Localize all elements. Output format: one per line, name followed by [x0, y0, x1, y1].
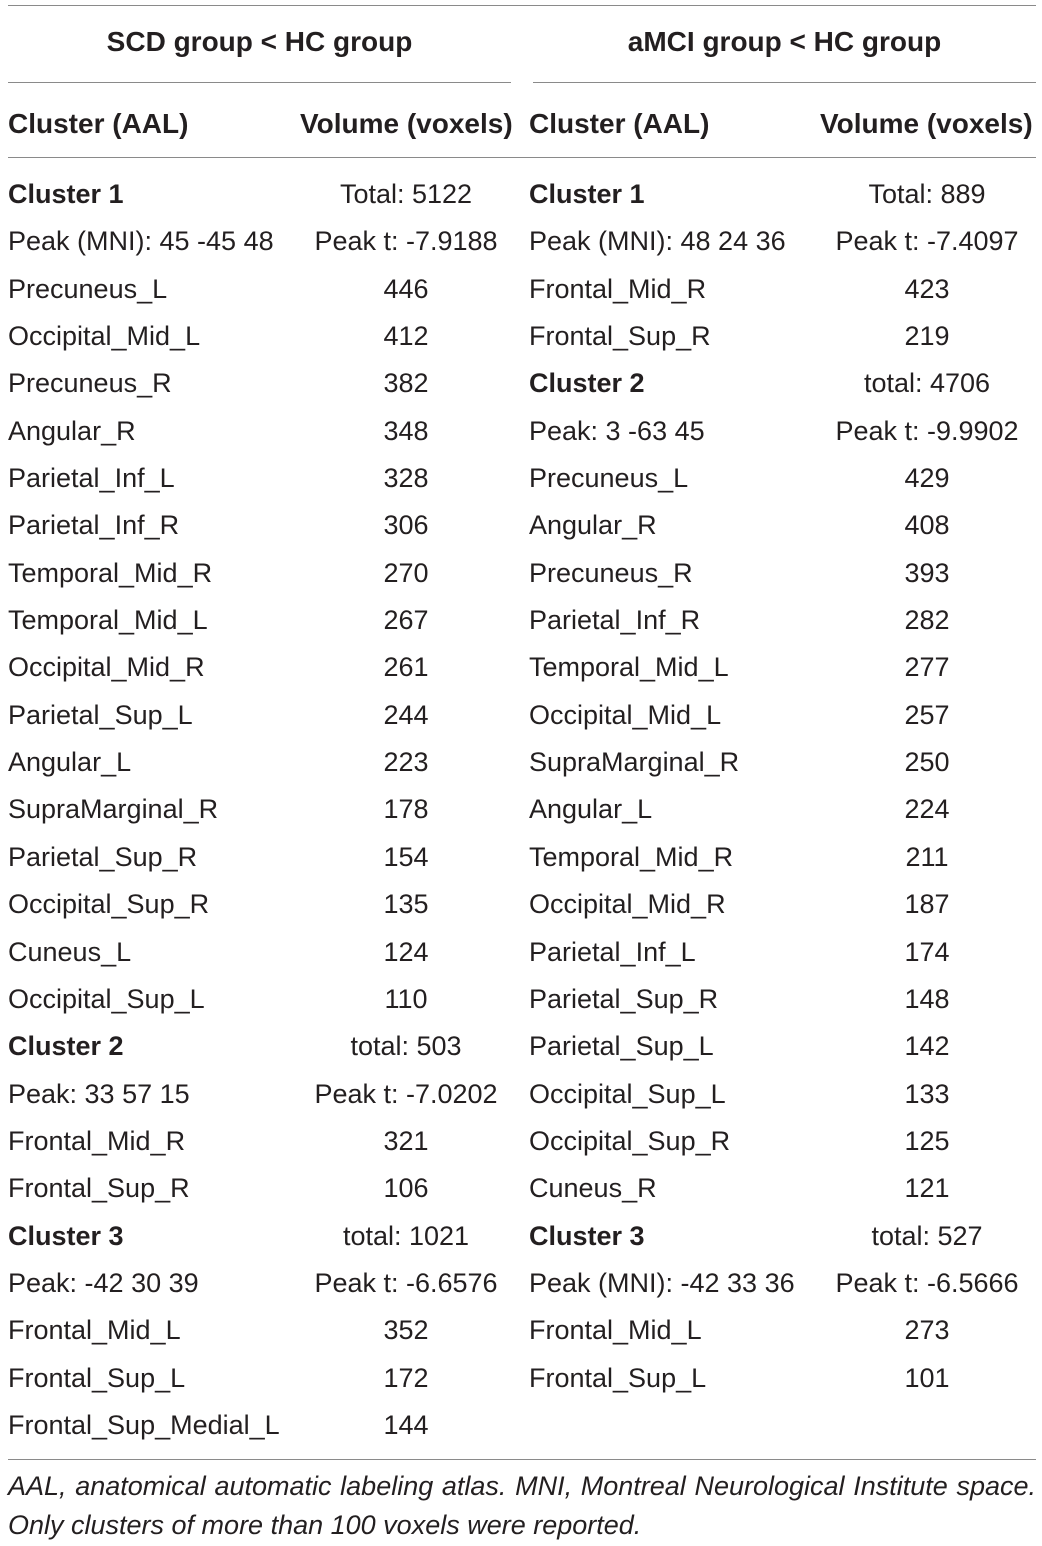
cluster-name-cell: Peak: 33 57 15	[8, 1078, 190, 1109]
table-row	[8, 929, 511, 976]
table-row	[8, 1402, 511, 1449]
table-bottom-rule	[8, 1459, 1036, 1460]
table-top-rule	[8, 5, 1036, 6]
volume-cell: 121	[904, 1173, 950, 1204]
cluster-name-cell: Parietal_Sup_R	[8, 841, 198, 872]
cluster-name-cell: Frontal_Mid_L	[529, 1315, 702, 1346]
cluster-name-cell: Cuneus_R	[529, 1173, 657, 1204]
col-header-volume-scd: Volume (voxels)	[300, 108, 513, 139]
cluster-name-cell: Frontal_Mid_R	[529, 273, 707, 304]
volume-cell: Peak t: -7.0202	[314, 1078, 498, 1109]
peak-row	[529, 408, 1036, 455]
cluster-name-cell: Parietal_Sup_L	[8, 699, 193, 730]
volume-cell: 250	[904, 747, 950, 778]
cluster-name-cell: Peak (MNI): 48 24 36	[529, 226, 786, 257]
peak-row	[8, 1071, 511, 1118]
volume-cell: Peak t: -9.9902	[835, 415, 1019, 446]
volume-cell: 267	[383, 605, 429, 636]
volume-cell: 224	[904, 794, 950, 825]
volume-cell: 124	[383, 936, 429, 967]
cluster-name-cell: Temporal_Mid_L	[8, 605, 208, 636]
volume-cell: Total: 5122	[339, 179, 473, 209]
volume-cell: 244	[383, 699, 429, 730]
spanner-rule-amci	[533, 82, 1036, 83]
cluster-name-cell: Frontal_Mid_L	[8, 1315, 181, 1346]
table-row	[8, 266, 511, 313]
table-row	[529, 266, 1036, 313]
volume-cell: 219	[904, 321, 950, 352]
cluster-name-cell: Occipital_Mid_L	[8, 321, 201, 352]
volume-cell: Peak t: -7.4097	[835, 226, 1019, 257]
volume-cell: 257	[904, 699, 950, 730]
cluster-name-cell: Cluster 1	[8, 179, 124, 209]
cluster-row	[8, 1213, 511, 1260]
cluster-name-cell: Cluster 3	[529, 1220, 645, 1251]
volume-cell: 393	[904, 557, 950, 588]
volume-cell: 133	[904, 1078, 950, 1109]
peak-row	[529, 1260, 1036, 1307]
table-row	[529, 1023, 1036, 1070]
volume-cell: 110	[384, 983, 428, 1014]
table-row	[8, 834, 511, 881]
table-row	[8, 455, 511, 502]
volume-cell: 429	[904, 463, 950, 494]
cluster-name-cell: Occipital_Mid_L	[529, 699, 722, 730]
volume-cell: 408	[904, 510, 950, 541]
table-row	[529, 1071, 1036, 1118]
cluster-name-cell: Cluster 2	[529, 368, 645, 399]
cluster-name-cell: Temporal_Mid_R	[8, 557, 213, 588]
volume-cell: Peak t: -7.9188	[314, 226, 498, 257]
volume-cell: 187	[904, 889, 950, 920]
cluster-name-cell: Parietal_Inf_R	[529, 605, 701, 636]
cluster-name-cell: Cuneus_L	[8, 936, 132, 967]
cluster-name-cell: Precuneus_L	[8, 273, 168, 304]
table-row	[8, 1355, 511, 1402]
volume-cell: Peak t: -6.5666	[835, 1267, 1019, 1298]
table-row	[529, 597, 1036, 644]
table-row	[529, 834, 1036, 881]
volume-cell: 148	[904, 983, 950, 1014]
cluster-name-cell: Parietal_Sup_L	[529, 1031, 714, 1062]
table-row	[8, 597, 511, 644]
table-row	[8, 1165, 511, 1212]
cluster-name-cell: Peak: 3 -63 45	[529, 415, 705, 446]
cluster-row	[8, 171, 511, 218]
table-row	[8, 1118, 511, 1165]
cluster-name-cell: Precuneus_R	[8, 368, 172, 399]
cluster-name-cell: Frontal_Sup_L	[529, 1362, 707, 1393]
table-row	[529, 1307, 1036, 1354]
peak-row	[529, 218, 1036, 265]
cluster-name-cell: Occipital_Sup_R	[8, 889, 210, 920]
table-row	[529, 313, 1036, 360]
cluster-name-cell: Angular_R	[529, 510, 657, 541]
table-row	[529, 739, 1036, 786]
volume-cell: 352	[383, 1315, 429, 1346]
cluster-name-cell: Frontal_Sup_Medial_L	[8, 1409, 280, 1440]
cluster-name-cell: Frontal_Sup_R	[529, 321, 711, 352]
table-row	[8, 408, 511, 455]
table-row	[8, 313, 511, 360]
cluster-name-cell: Precuneus_R	[529, 557, 693, 588]
volume-cell: 223	[383, 747, 429, 778]
volume-cell: 154	[383, 841, 429, 872]
cluster-name-cell: Parietal_Inf_R	[8, 510, 180, 541]
volume-cell: 423	[904, 273, 950, 304]
cluster-name-cell: Occipital_Sup_L	[529, 1078, 726, 1109]
col-header-cluster-scd: Cluster (AAL)	[8, 108, 189, 139]
table-row	[529, 881, 1036, 928]
cluster-row	[529, 1213, 1036, 1260]
cluster-name-cell: Occipital_Sup_R	[529, 1125, 731, 1156]
cluster-name-cell: Peak (MNI): -42 33 36	[529, 1267, 795, 1298]
table-row	[8, 550, 511, 597]
volume-cell: total: 1021	[342, 1220, 470, 1251]
table-row	[8, 786, 511, 833]
table-row	[8, 1307, 511, 1354]
group-title-amci: aMCI group < HC group	[627, 26, 942, 57]
volume-cell: 277	[904, 652, 950, 683]
volume-cell: 321	[383, 1125, 429, 1156]
cluster-row	[8, 1023, 511, 1070]
volume-cell: 328	[383, 463, 429, 494]
table-row	[529, 976, 1036, 1023]
col-header-volume-amci: Volume (voxels)	[820, 108, 1033, 139]
volume-cell: Total: 889	[868, 179, 986, 209]
volume-cell: total: 503	[350, 1031, 462, 1062]
volume-cell: Peak t: -6.6576	[314, 1267, 498, 1298]
table-row	[529, 550, 1036, 597]
cluster-name-cell: Peak: -42 30 39	[8, 1267, 199, 1298]
volume-cell: 348	[383, 415, 429, 446]
table-row	[529, 644, 1036, 691]
cluster-name-cell: Occipital_Sup_L	[8, 983, 205, 1014]
volume-cell: 282	[904, 605, 950, 636]
cluster-name-cell: Angular_R	[8, 415, 136, 446]
table-row	[8, 644, 511, 691]
cluster-name-cell: Parietal_Sup_R	[529, 983, 719, 1014]
table-row	[529, 502, 1036, 549]
volume-cell: 178	[383, 794, 429, 825]
volume-cell: 446	[383, 273, 429, 304]
table-footnote: AAL, anatomical automatic labeling atlas. MNI, Montreal Neurological Institute space. Only clusters of more than 100 voxels were reported.	[8, 1471, 1036, 1540]
table-row	[529, 1355, 1036, 1402]
peak-row	[8, 1260, 511, 1307]
peak-row	[8, 218, 511, 265]
cluster-name-cell: Cluster 3	[8, 1220, 124, 1251]
cluster-name-cell: Cluster 1	[529, 179, 645, 209]
volume-cell: 174	[904, 936, 950, 967]
cluster-name-cell: Temporal_Mid_L	[529, 652, 729, 683]
cluster-name-cell: Temporal_Mid_R	[529, 841, 734, 872]
cluster-name-cell: Peak (MNI): 45 -45 48	[8, 226, 274, 257]
cluster-name-cell: SupraMarginal_R	[8, 794, 219, 825]
table-row	[529, 929, 1036, 976]
volume-cell: 135	[383, 889, 429, 920]
spanner-rule-scd	[8, 82, 511, 83]
cluster-name-cell: Angular_L	[529, 794, 653, 825]
header-rule	[8, 157, 1036, 158]
table-row	[529, 1165, 1036, 1212]
col-header-cluster-amci: Cluster (AAL)	[529, 108, 710, 139]
cluster-row	[529, 360, 1036, 407]
cluster-name-cell: Parietal_Inf_L	[529, 936, 696, 967]
table-row	[529, 1118, 1036, 1165]
table-row	[8, 976, 511, 1023]
volume-cell: 106	[383, 1173, 429, 1204]
table-row	[8, 881, 511, 928]
table-row	[529, 786, 1036, 833]
scd-group-column	[8, 171, 511, 1449]
volume-cell: total: 527	[871, 1220, 983, 1251]
volume-cell: 412	[383, 321, 429, 352]
volume-cell: 306	[383, 510, 429, 541]
volume-cell: 261	[383, 652, 429, 683]
volume-cell: 125	[904, 1125, 950, 1156]
table-row	[8, 692, 511, 739]
volume-cell: 273	[904, 1315, 950, 1346]
volume-cell: 142	[904, 1031, 950, 1062]
table-row	[529, 692, 1036, 739]
cluster-name-cell: Cluster 2	[8, 1031, 124, 1062]
volume-cell: 270	[383, 557, 429, 588]
cluster-name-cell: Frontal_Sup_R	[8, 1173, 190, 1204]
volume-cell: 144	[383, 1409, 429, 1440]
cluster-name-cell: Angular_L	[8, 747, 132, 778]
volume-cell: 211	[905, 841, 949, 872]
table-row	[8, 502, 511, 549]
table-row	[8, 360, 511, 407]
cluster-name-cell: Parietal_Inf_L	[8, 463, 175, 494]
cluster-row	[529, 171, 1036, 218]
cluster-name-cell: Precuneus_L	[529, 463, 689, 494]
volume-cell: 382	[383, 368, 429, 399]
volume-cell: 172	[383, 1362, 429, 1393]
table-row	[8, 739, 511, 786]
table-row	[529, 455, 1036, 502]
amci-group-column	[529, 171, 1036, 1402]
cluster-name-cell: Occipital_Mid_R	[8, 652, 205, 683]
cluster-name-cell: Frontal_Mid_R	[8, 1125, 186, 1156]
cluster-name-cell: SupraMarginal_R	[529, 747, 740, 778]
cluster-name-cell: Frontal_Sup_L	[8, 1362, 186, 1393]
cluster-name-cell: Occipital_Mid_R	[529, 889, 726, 920]
group-title-scd: SCD group < HC group	[106, 26, 413, 57]
volume-cell: 101	[904, 1362, 950, 1393]
volume-cell: total: 4706	[863, 368, 991, 399]
